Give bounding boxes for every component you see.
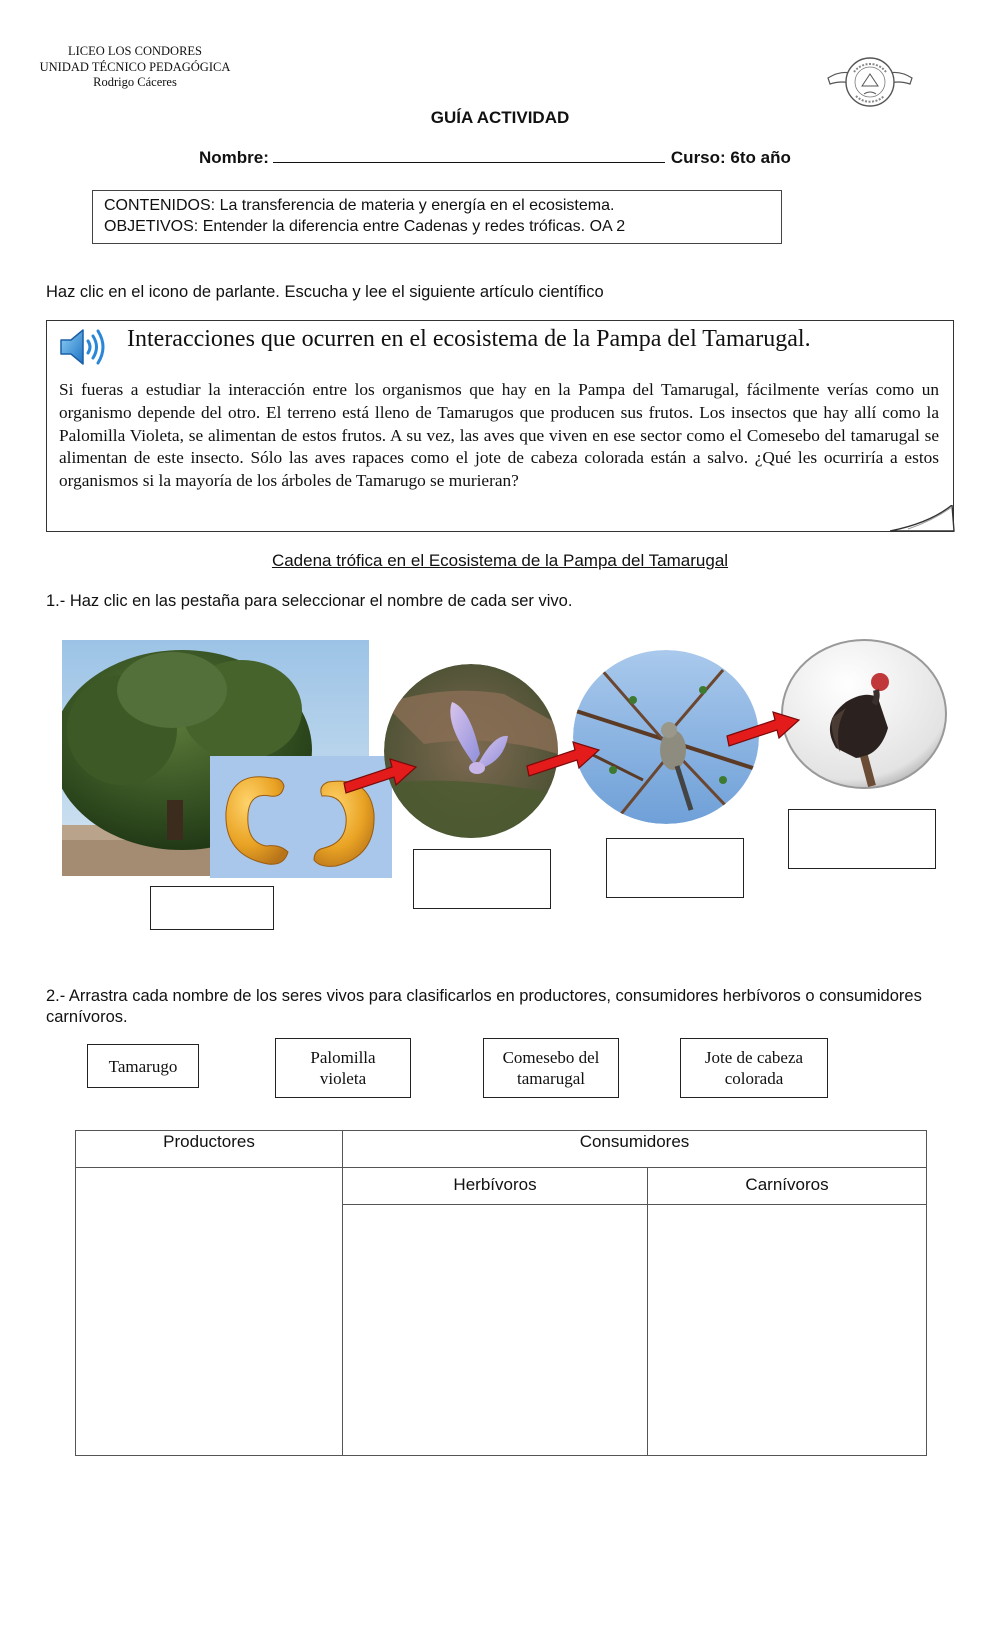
- drag-item-label: Palomilla: [310, 1048, 376, 1067]
- header-producers: Productores: [75, 1130, 343, 1168]
- school-unit: UNIDAD TÉCNICO PEDAGÓGICA: [39, 59, 231, 74]
- section-title: [0, 551, 1000, 571]
- contents-objectives-box: [92, 190, 782, 244]
- answer-box-tamarugo[interactable]: [150, 886, 274, 930]
- drag-item-label: colorada: [724, 1069, 784, 1088]
- jote-image: [780, 638, 948, 790]
- header-consumers: Consumidores: [342, 1130, 927, 1168]
- arrow-icon: [523, 736, 603, 780]
- school-header: [30, 44, 240, 91]
- drag-item-palomilla-violeta[interactable]: [275, 1038, 411, 1098]
- question-1: 1.- Haz clic en las pestaña para seleccionar el nombre de cada ser vivo.: [46, 592, 573, 610]
- drag-item-tamarugo[interactable]: [87, 1044, 199, 1088]
- answer-box-comesebo[interactable]: [606, 838, 744, 898]
- classification-table: [75, 1130, 927, 1456]
- name-course-line: [199, 148, 791, 168]
- objectives-line: OBJETIVOS: Entender la diferencia entre Cadenas y redes tróficas. OA 2: [104, 218, 626, 235]
- course-label: Curso: 6to año: [670, 148, 791, 167]
- drag-item-label: Jote de cabeza: [704, 1048, 804, 1067]
- answer-box-palomilla[interactable]: [413, 849, 551, 909]
- question-2: 2.- Arrastra cada nombre de los seres vivos para clasificarlos en productores, consumidores herbívoros o consumidores carnívoros.: [46, 987, 922, 1026]
- school-logo: [824, 50, 916, 114]
- name-label: Nombre:: [199, 148, 269, 167]
- teacher-name: Rodrigo Cáceres: [93, 75, 177, 89]
- drag-item-label: violeta: [319, 1069, 367, 1088]
- page-curl: [890, 505, 956, 535]
- listen-instruction: Haz clic en el icono de parlante. Escucha y lee el siguiente artículo científico: [46, 283, 604, 301]
- answer-box-jote[interactable]: [788, 809, 936, 869]
- article-body: Si fueras a estudiar la interacción entre los organismos que hay en la Pampa del Tamarugal, fácilmente verías como un organismo depende del otro. El terreno está lleno de Tamarugos que producen sus frutos. Los insectos que hay allí como la Palomilla Violeta, se alimentan de estos frutos. A su vez, las aves que viven en ese sector como el Comesebo del tamarugal se alimentan de este insecto. Sólo las aves rapaces como el jote de cabeza colorada están a salvo. ¿Qué les ocurriría a estos organismos si la mayoría de los árboles de Tamarugo se murieran?: [59, 380, 939, 491]
- guide-title: GUÍA ACTIVIDAD: [430, 108, 570, 127]
- speaker-icon[interactable]: [58, 326, 108, 368]
- section-title-text: Cadena trófica en el Ecosistema de la Pampa del Tamarugal: [271, 551, 729, 570]
- jote-image-wrapper: [780, 638, 948, 790]
- drag-item-comesebo[interactable]: [483, 1038, 619, 1098]
- header-herbivores: Herbívoros: [342, 1167, 648, 1205]
- dropzone-herbivores[interactable]: [342, 1204, 648, 1456]
- drag-item-label: Comesebo del: [502, 1048, 600, 1067]
- header-carnivores: Carnívoros: [647, 1167, 927, 1205]
- drag-item-jote[interactable]: [680, 1038, 828, 1098]
- article-title: Interacciones que ocurren en el ecosistema de la Pampa del Tamarugal.: [127, 326, 811, 352]
- arrow-icon: [723, 706, 803, 750]
- name-blank-line: [273, 148, 665, 163]
- school-name: LICEO LOS CONDORES: [67, 44, 203, 58]
- contents-line: CONTENIDOS: La transferencia de materia y energía en el ecosistema.: [104, 197, 615, 214]
- dropzone-carnivores[interactable]: [647, 1204, 927, 1456]
- arrow-icon: [340, 753, 420, 797]
- drag-item-label: tamarugal: [517, 1069, 585, 1088]
- dropzone-producers[interactable]: [75, 1167, 343, 1456]
- drag-item-label: Tamarugo: [108, 1056, 178, 1076]
